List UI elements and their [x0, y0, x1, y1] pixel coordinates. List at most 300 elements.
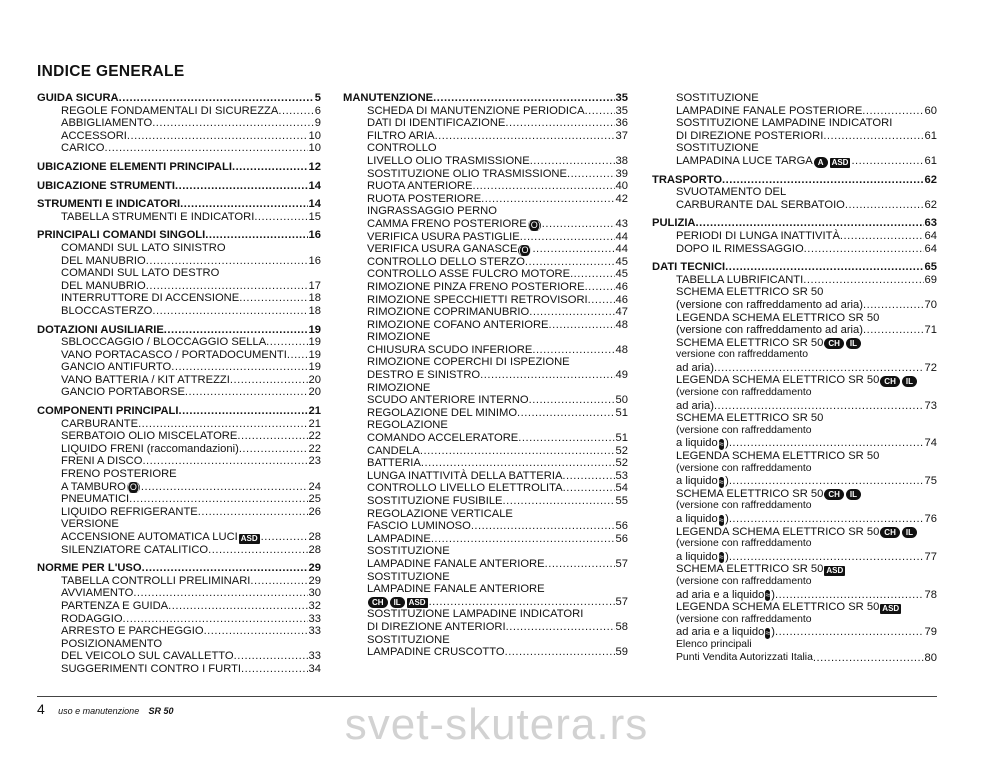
- dot-leader: [232, 161, 308, 174]
- toc-entry-text: COMANDO ACCELERATORE: [367, 432, 519, 445]
- toc-entry: [343, 130, 628, 143]
- toc-entry-text: VANO BATTERIA / KIT ATTREZZI: [61, 373, 230, 386]
- toc-page-number: 47: [615, 306, 628, 319]
- toc-page-number: 16: [308, 229, 321, 242]
- toc-page-number: 20: [308, 373, 321, 386]
- toc-entry: [343, 344, 628, 357]
- toc-entry-text: versione con raffreddamento: [676, 349, 809, 361]
- dot-leader: [729, 437, 924, 450]
- toc-entry-text: AVVIAMENTO: [61, 587, 134, 600]
- dot-leader: [725, 261, 923, 274]
- toc-entry: [37, 349, 321, 362]
- toc-entry-text: SCHEMA ELETTRICO SR 50: [676, 563, 824, 576]
- toc-section: [652, 217, 937, 230]
- toc-entry-text: COMANDI SUL LATO SINISTRO: [61, 241, 226, 254]
- toc-entry: [652, 243, 937, 256]
- dot-leader: [585, 105, 615, 118]
- toc-entry: [652, 230, 937, 243]
- dot-leader: [234, 650, 308, 663]
- toc-entry: [652, 130, 937, 143]
- dot-leader: [138, 418, 307, 431]
- toc-page-number: 10: [308, 142, 321, 155]
- toc-entry: [652, 155, 937, 168]
- toc-entry-text: LAMPADINE: [367, 532, 431, 545]
- dot-leader: [480, 369, 614, 382]
- toc-entry-text: SOSTITUZIONE FUSIBILE: [367, 495, 503, 507]
- toc-page-number: 33: [308, 625, 321, 638]
- toc-page-number: 64: [924, 229, 937, 242]
- toc-entry-text: DOPO IL RIMESSAGGIO: [676, 242, 804, 255]
- watermark: svet-skutera.rs: [344, 700, 649, 749]
- toc-entry: [37, 336, 321, 349]
- toc-entry: [343, 105, 628, 118]
- toc-entry: [652, 400, 937, 413]
- toc-entry-text: (versione con raffreddamento: [676, 424, 812, 436]
- dot-leader: [567, 168, 615, 181]
- toc-entry-text: (versione con raffreddamento ad aria): [676, 324, 863, 337]
- toc-entry: [343, 445, 628, 458]
- toc-entry-text: CARBURANTE: [61, 417, 139, 430]
- dot-leader: [230, 374, 308, 387]
- toc-entry-text: CANDELA: [367, 444, 420, 457]
- dot-leader: [525, 256, 615, 269]
- toc-page-number: 61: [924, 129, 937, 142]
- toc-entry: [37, 418, 321, 431]
- brake-drum-icon: (O): [126, 482, 140, 493]
- toc-page-number: 60: [924, 104, 937, 117]
- toc-page-number: 74: [924, 437, 937, 450]
- toc-entry: [343, 142, 628, 155]
- toc-section: [652, 174, 937, 187]
- toc-entry-text: STRUMENTI E INDICATORI: [37, 198, 181, 211]
- toc-entry: [37, 386, 321, 399]
- dot-leader: [168, 600, 307, 613]
- toc-entry: [343, 193, 628, 206]
- toc-entry: [652, 324, 937, 337]
- toc-entry: [652, 117, 937, 130]
- dot-leader: [204, 625, 308, 638]
- dot-leader: [472, 180, 614, 193]
- toc-entry: [652, 186, 937, 199]
- toc-entry: [37, 493, 321, 506]
- toc-entry: [37, 443, 321, 456]
- toc-entry: [37, 211, 321, 224]
- toc-page-number: 70: [924, 298, 937, 311]
- toc-page-number: 38: [615, 154, 628, 167]
- toc-entry-text: UBICAZIONE ELEMENTI PRINCIPALI: [37, 160, 232, 173]
- dot-leader: [729, 551, 924, 564]
- toc-entry: [652, 425, 937, 438]
- toc-entry: [343, 168, 628, 181]
- toc-page-number: 28: [308, 531, 321, 543]
- toc-entry-text: LAMPADINA LUCE TARGA: [676, 154, 813, 167]
- toc-entry-text: LAMPADINE FANALE ANTERIORE: [367, 557, 545, 570]
- toc-entry-text: (versione con raffreddamento: [676, 500, 812, 512]
- dot-leader: [851, 155, 923, 168]
- toc-page-number: 62: [924, 173, 937, 186]
- toc-page-number: 52: [615, 444, 628, 457]
- dot-leader: [729, 513, 924, 526]
- brake-drum-icon: (O): [518, 244, 532, 255]
- toc-entry-text: DESTRO E SINISTRO: [367, 369, 481, 382]
- toc-entry: [343, 621, 628, 634]
- toc-entry: [343, 533, 628, 546]
- toc-page-number: 40: [615, 180, 628, 193]
- toc-page-number: 45: [615, 255, 628, 268]
- toc-entry: [37, 267, 321, 280]
- toc-entry-text: INTERRUTTORE DI ACCENSIONE: [61, 292, 240, 305]
- toc-entry: [343, 608, 628, 621]
- toc-entry: [37, 638, 321, 651]
- toc-entry-text: CARBURANTE DAL SERBATOIO: [676, 198, 845, 211]
- dot-leader: [529, 394, 615, 407]
- dot-leader: [105, 142, 308, 155]
- toc-entry-text: SOSTITUZIONE: [676, 142, 759, 155]
- toc-page-number: 19: [308, 348, 321, 361]
- dot-leader: [239, 292, 307, 305]
- toc-page-number: 10: [308, 129, 321, 142]
- toc-entry-text: (versione con raffreddamento: [676, 538, 812, 550]
- toc-entry-text: (versione con raffreddamento: [676, 613, 812, 625]
- country-badge: IL: [846, 489, 861, 500]
- toc-entry: [37, 142, 321, 155]
- toc-entry-text: SCUDO ANTERIORE INTERNO: [367, 394, 529, 407]
- toc-entry: [343, 382, 628, 395]
- dot-leader: [518, 432, 614, 445]
- toc-entry-text: ABBIGLIAMENTO: [61, 117, 153, 130]
- dot-leader: [530, 155, 615, 168]
- dot-leader: [421, 457, 615, 470]
- toc-page-number: 22: [308, 442, 321, 455]
- toc-entry: [652, 92, 937, 105]
- toc-entry-text: SOSTITUZIONE: [367, 545, 450, 558]
- toc-page-number: 80: [924, 651, 937, 664]
- dot-leader: [505, 646, 615, 659]
- toc-entry: [37, 625, 321, 638]
- toc-page-number: 32: [308, 599, 321, 612]
- toc-entry-text: Punti Vendita Autorizzati Italia: [676, 651, 813, 663]
- toc-entry-text: PULIZIA: [652, 217, 696, 230]
- toc-entry: [37, 481, 321, 494]
- toc-section: [343, 92, 628, 105]
- footer-text: uso e manutenzione: [58, 706, 140, 716]
- toc-section: [37, 180, 321, 193]
- toc-entry: [343, 294, 628, 307]
- toc-entry: [37, 361, 321, 374]
- dot-leader: [141, 481, 308, 494]
- toc-entry-text: LIQUIDO REFRIGERANTE: [61, 505, 198, 518]
- country-badge: IL: [902, 527, 917, 538]
- toc-page-number: 54: [615, 482, 628, 495]
- toc-entry-text: COMANDI SUL LATO DESTRO: [61, 267, 220, 280]
- toc-entry-text: LEGENDA SCHEMA ELETTRICO SR 50: [676, 450, 880, 463]
- toc-page-number: 14: [308, 198, 321, 211]
- toc-entry-text: RUOTA POSTERIORE: [367, 192, 482, 205]
- dot-leader: [239, 443, 308, 456]
- toc-entry-text: A TAMBURO: [61, 480, 126, 493]
- toc-entry-text: ACCESSORI: [61, 129, 127, 142]
- toc-entry-text: (versione con raffreddamento: [676, 462, 812, 474]
- toc-page-number: 12: [308, 160, 321, 173]
- toc-entry-text: FRENO POSTERIORE: [61, 468, 177, 481]
- toc-page-number: 22: [308, 430, 321, 443]
- dot-leader: [542, 218, 615, 231]
- toc-entry-text: REGOLAZIONE DEL MINIMO: [367, 406, 518, 419]
- version-badge: ASD: [831, 157, 849, 167]
- toc-entry: [652, 475, 937, 488]
- toc-page-number: 56: [615, 520, 628, 533]
- toc-entry: [652, 563, 937, 576]
- toc-page-number: 14: [308, 179, 321, 192]
- toc-page-number: 39: [615, 167, 628, 180]
- toc-entry: [343, 495, 628, 508]
- toc-entry: [652, 312, 937, 325]
- dot-leader: [179, 405, 308, 418]
- toc-entry: [343, 470, 628, 483]
- toc-entry: [37, 130, 321, 143]
- toc-entry-text: a liquido: [676, 550, 718, 563]
- dot-leader: [164, 324, 308, 337]
- toc-entry: [652, 349, 937, 362]
- country-badge: CH: [824, 489, 844, 500]
- toc-page-number: 18: [308, 292, 321, 305]
- toc-entry: [37, 468, 321, 481]
- dot-leader: [119, 92, 314, 105]
- dot-leader: [503, 495, 615, 508]
- toc-entry-text: CONTROLLO LIVELLO ELETTROLITA: [367, 482, 563, 495]
- toc-entry: [343, 394, 628, 407]
- toc-entry-text: GANCIO PORTABORSE: [61, 386, 185, 399]
- toc-page-number: 62: [924, 198, 937, 211]
- toc-section: [37, 161, 321, 174]
- toc-entry-text: FILTRO ARIA: [367, 129, 435, 142]
- dot-leader: [180, 198, 307, 211]
- toc-column-right: [652, 92, 937, 664]
- toc-entry-text: LEGENDA SCHEMA ELETTRICO SR 50: [676, 374, 880, 387]
- dot-leader: [266, 336, 307, 349]
- toc-page-number: 48: [615, 343, 628, 356]
- toc-column-left: [37, 92, 321, 676]
- toc-page-number: 51: [615, 406, 628, 419]
- toc-entry-text: MANUTENZIONE: [343, 92, 434, 104]
- dot-leader: [562, 470, 614, 483]
- toc-entry: [652, 362, 937, 375]
- toc-entry-text: ad aria): [676, 399, 714, 412]
- toc-entry: [652, 274, 937, 287]
- toc-entry-text: CARICO: [61, 142, 105, 155]
- dot-leader: [803, 274, 923, 287]
- toc-entry: [343, 117, 628, 130]
- toc-entry: [652, 601, 937, 614]
- dot-leader: [845, 199, 924, 212]
- dot-leader: [123, 613, 308, 626]
- toc-entry-text: SOSTITUZIONE OLIO TRASMISSIONE: [367, 167, 567, 180]
- toc-entry: [343, 646, 628, 659]
- country-badge: CH: [824, 338, 844, 349]
- toc-entry-text: SOSTITUZIONE: [367, 570, 450, 583]
- liquid-cooling-icon: ≈: [718, 514, 724, 525]
- toc-entry-text: TABELLA CONTROLLI PRELIMINARI: [61, 574, 251, 587]
- toc-page-number: 46: [615, 293, 628, 306]
- toc-entry: [652, 589, 937, 602]
- toc-page-number: 49: [615, 369, 628, 382]
- toc-entry: [652, 614, 937, 627]
- toc-section: [37, 562, 321, 575]
- version-badge: ASD: [408, 598, 426, 608]
- footer-divider: [37, 696, 937, 697]
- toc-entry: [652, 437, 937, 450]
- dot-leader: [813, 652, 924, 665]
- toc-entry-text: LIQUIDO FRENI (raccomandazioni): [61, 442, 239, 455]
- toc-page-number: 20: [308, 386, 321, 399]
- toc-entry-text: RIMOZIONE: [367, 381, 431, 394]
- toc-entry-text: PNEUMATICI: [61, 493, 130, 506]
- toc-entry-text: ad aria): [676, 361, 714, 374]
- toc-entry-text: DATI DI IDENTIFICAZIONE: [367, 117, 506, 130]
- toc-page-number: 17: [308, 279, 321, 292]
- toc-page-number: 53: [615, 469, 628, 482]
- toc-entry-text: REGOLAZIONE VERTICALE: [367, 507, 513, 520]
- dot-leader: [146, 255, 308, 268]
- toc-entry-text: FRENI A DISCO: [61, 455, 143, 468]
- dot-leader: [775, 626, 924, 639]
- dot-leader: [146, 280, 308, 293]
- toc-section: [37, 324, 321, 337]
- dot-leader: [863, 324, 924, 337]
- version-badge: ASD: [240, 533, 258, 543]
- toc-entry: [343, 419, 628, 432]
- toc-page-number: 44: [615, 230, 628, 243]
- toc-section: [652, 261, 937, 274]
- toc-page-number: 72: [924, 361, 937, 374]
- toc-page-number: 76: [924, 513, 937, 525]
- dot-leader: [585, 281, 615, 294]
- toc-page-number: 19: [308, 361, 321, 374]
- dot-leader: [287, 349, 308, 362]
- toc-entry: [37, 374, 321, 387]
- toc-entry: [652, 500, 937, 513]
- dot-leader: [420, 445, 615, 458]
- toc-entry-text: NORME PER L'USO: [37, 562, 142, 575]
- toc-entry-text: SCHEMA ELETTRICO SR 50: [676, 336, 824, 349]
- toc-entry-text: SVUOTAMENTO DEL: [676, 186, 787, 199]
- toc-entry-text: DI DIREZIONE POSTERIORI: [676, 129, 824, 142]
- dot-leader: [570, 268, 614, 281]
- dot-leader: [142, 455, 307, 468]
- toc-entry-text: RIMOZIONE COPERCHI DI ISPEZIONE: [367, 356, 570, 369]
- toc-page-number: 28: [308, 543, 321, 556]
- toc-page-number: 33: [308, 650, 321, 663]
- toc-entry-text: LIVELLO OLIO TRASMISSIONE: [367, 154, 530, 167]
- toc-entry: [343, 306, 628, 319]
- dot-leader: [722, 174, 924, 187]
- toc-entry: [652, 387, 937, 400]
- toc-entry: [37, 280, 321, 293]
- toc-entry: [343, 331, 628, 344]
- toc-entry-text: PRINCIPALI COMANDI SINGOLI: [37, 229, 206, 242]
- toc-entry: [652, 526, 937, 539]
- toc-entry: [343, 558, 628, 571]
- toc-page-number: 57: [615, 557, 628, 570]
- dot-leader: [185, 386, 308, 399]
- toc-entry-text: RODAGGIO: [61, 612, 123, 625]
- toc-entry: [343, 432, 628, 445]
- toc-page-number: 45: [615, 268, 628, 281]
- toc-entry-text: INGRASSAGGIO PERNO: [367, 205, 497, 218]
- toc-entry: [343, 482, 628, 495]
- dot-leader: [506, 621, 615, 634]
- dot-leader: [431, 533, 615, 546]
- toc-page-number: 26: [308, 505, 321, 518]
- toc-entry-text: FASCIO LUMINOSO: [367, 520, 471, 533]
- toc-entry: [652, 105, 937, 118]
- toc-entry: [652, 374, 937, 387]
- closing-paren: ): [725, 475, 729, 488]
- dot-leader: [588, 294, 615, 307]
- toc-page-number: 36: [615, 117, 628, 130]
- toc-entry: [37, 255, 321, 268]
- toc-entry-text: SUGGERIMENTI CONTRO I FURTI: [61, 662, 242, 675]
- toc-entry-text: DATI TECNICI: [652, 261, 726, 274]
- toc-entry-text: LEGENDA SCHEMA ELETTRICO SR 50: [676, 311, 880, 324]
- footer-model: SR 50: [148, 706, 174, 716]
- toc-entry: [652, 639, 937, 652]
- toc-page-number: 25: [308, 493, 321, 506]
- toc-entry-text: (versione con raffreddamento: [676, 387, 812, 399]
- toc-page-number: 56: [615, 532, 628, 545]
- toc-entry: [652, 286, 937, 299]
- toc-entry-text: LAMPADINE FANALE ANTERIORE: [367, 583, 545, 596]
- toc-entry: [652, 412, 937, 425]
- toc-entry-text: SCHEMA ELETTRICO SR 50: [676, 412, 824, 425]
- liquid-cooling-icon: ≈: [718, 476, 724, 487]
- dot-leader: [133, 587, 307, 600]
- toc-entry: [37, 600, 321, 613]
- toc-entry: [343, 571, 628, 584]
- closing-paren: ): [725, 550, 729, 563]
- toc-page-number: 50: [615, 394, 628, 407]
- toc-page-number: 63: [924, 217, 937, 230]
- toc-page-number: 73: [924, 399, 937, 412]
- toc-entry-text: VERIFICA USURA PASTIGLIE: [367, 230, 520, 243]
- dot-leader: [278, 105, 313, 118]
- toc-entry: [343, 369, 628, 382]
- toc-entry: [652, 463, 937, 476]
- toc-section: [37, 92, 321, 105]
- toc-entry: [37, 650, 321, 663]
- dot-leader: [520, 231, 615, 244]
- toc-entry-text: PARTENZA E GUIDA: [61, 599, 169, 612]
- toc-page-number: 37: [615, 129, 628, 142]
- brake-drum-icon: (O): [527, 219, 541, 230]
- toc-entry-text: CHIUSURA SCUDO INFERIORE: [367, 343, 533, 356]
- page-number: 4: [37, 701, 45, 717]
- toc-entry-text: SCHEMA ELETTRICO SR 50: [676, 286, 824, 299]
- toc-entry: [652, 576, 937, 589]
- toc-entry-text: TABELLA STRUMENTI E INDICATORI: [61, 210, 255, 223]
- toc-entry: [652, 551, 937, 564]
- dot-leader: [198, 506, 308, 519]
- toc-entry-text: BATTERIA: [367, 457, 421, 470]
- page-title: INDICE GENERALE: [37, 63, 185, 80]
- dot-leader: [505, 117, 614, 130]
- toc-entry-text: RIMOZIONE: [367, 331, 431, 344]
- toc-page-number: 57: [615, 595, 628, 608]
- dot-leader: [435, 130, 615, 143]
- toc-section: [37, 405, 321, 418]
- closing-paren: ): [725, 513, 729, 525]
- toc-entry-text: RUOTA ANTERIORE: [367, 180, 473, 193]
